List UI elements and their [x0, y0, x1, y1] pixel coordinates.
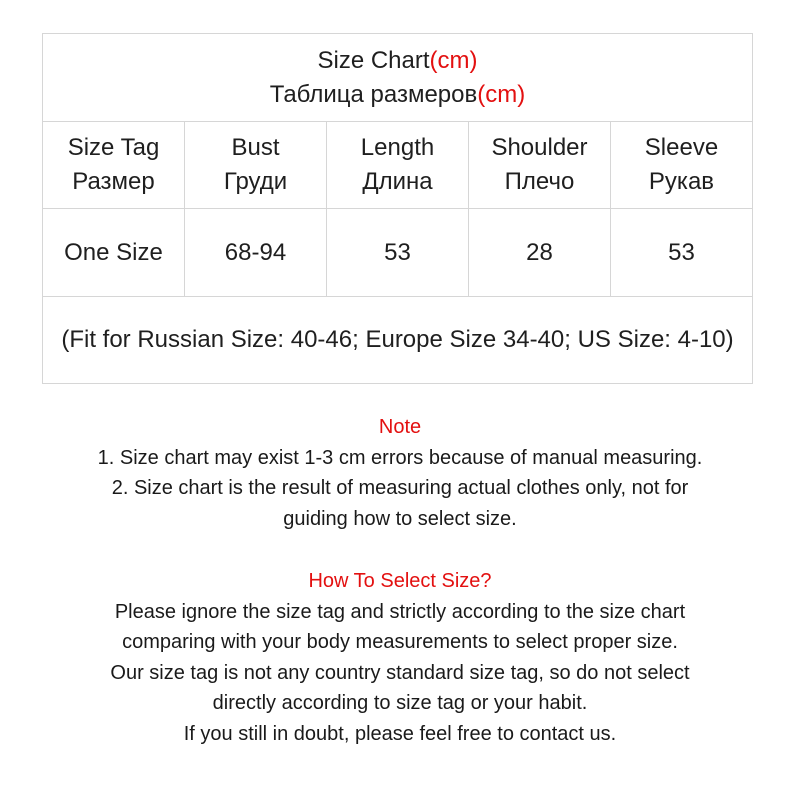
column-header-length: Length Длина [327, 122, 469, 209]
fit-note: (Fit for Russian Size: 40-46; Europe Size 34-40; US Size: 4-10) [43, 297, 753, 384]
how-to-line: Our size tag is not any country standard size tag, so do not select [110, 661, 690, 684]
chart-title-en: Size Chart(cm) [317, 46, 478, 74]
cell-bust: 68-94 [185, 209, 327, 297]
size-chart-table [42, 33, 753, 384]
cell-shoulder: 28 [469, 209, 611, 297]
chart-title-row [43, 34, 753, 122]
chart-title-cell [43, 34, 753, 122]
cell-sleeve: 53 [611, 209, 753, 297]
header-row [43, 122, 753, 209]
how-to-line: directly according to size tag or your habit. [212, 692, 588, 714]
unit-label: (cm) [477, 80, 526, 108]
chart-title-ru: Таблица размеров(cm) [269, 80, 526, 108]
how-to-heading: How To Select Size? [308, 570, 492, 592]
column-header-size-tag: Size Tag Размер [43, 122, 185, 209]
note-line: guiding how to select size. [283, 507, 517, 530]
column-header-sleeve: Sleeve Рукав [611, 122, 753, 209]
note-line: 1. Size chart may exist 1-3 cm errors because of manual measuring. [97, 446, 703, 469]
fit-note-row [43, 297, 753, 384]
how-to-line: Please ignore the size tag and strictly according to the size chart [114, 600, 686, 623]
cell-size-tag: One Size [43, 209, 185, 297]
note-section [0, 412, 800, 534]
note-heading: Note [378, 416, 422, 438]
how-to-select-section [0, 566, 800, 749]
unit-label: (cm) [429, 46, 478, 74]
table-row [43, 209, 753, 297]
column-header-shoulder: Shoulder Плечо [469, 122, 611, 209]
how-to-line: If you still in doubt, please feel free to contact us. [183, 722, 617, 745]
note-line: 2. Size chart is the result of measuring actual clothes only, not for [111, 477, 689, 499]
how-to-line: comparing with your body measurements to select proper size. [122, 631, 678, 653]
cell-length: 53 [327, 209, 469, 297]
column-header-bust: Bust Груди [185, 122, 327, 209]
